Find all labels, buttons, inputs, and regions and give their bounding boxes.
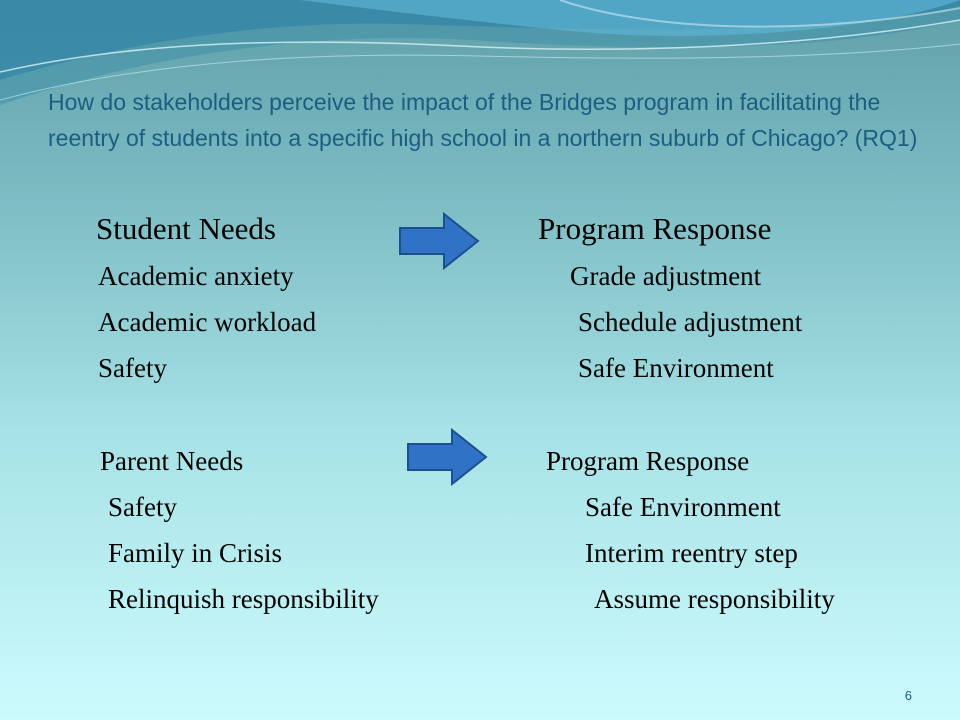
parent-need-1: Safety (108, 492, 177, 522)
parent-response-1: Safe Environment (585, 492, 781, 522)
parent-response-3: Assume responsibility (594, 584, 835, 614)
parent-response-header: Program Response (546, 446, 750, 476)
parent-need-2: Family in Crisis (108, 538, 283, 568)
student-response-1: Grade adjustment (570, 261, 762, 291)
student-need-2: Academic workload (98, 307, 317, 337)
page-number: 6 (904, 688, 912, 703)
parent-need-3: Relinquish responsibility (108, 584, 379, 614)
parent-needs-header: Parent Needs (100, 446, 244, 476)
right-arrow-icon (398, 212, 480, 270)
right-arrow-icon (406, 428, 488, 486)
slide-title: How do stakeholders perceive the impact of the Bridges program in facilitating the reentry of students into a specific high school in a northern suburb of Chicago? (RQ1) (48, 89, 918, 151)
student-needs-header: Student Needs (96, 211, 276, 246)
student-response-2: Schedule adjustment (578, 307, 803, 337)
student-need-3: Safety (98, 353, 167, 383)
student-response-3: Safe Environment (578, 353, 774, 383)
student-need-1: Academic anxiety (98, 261, 294, 291)
student-response-header: Program Response (538, 211, 772, 246)
parent-response-2: Interim reentry step (585, 538, 798, 568)
